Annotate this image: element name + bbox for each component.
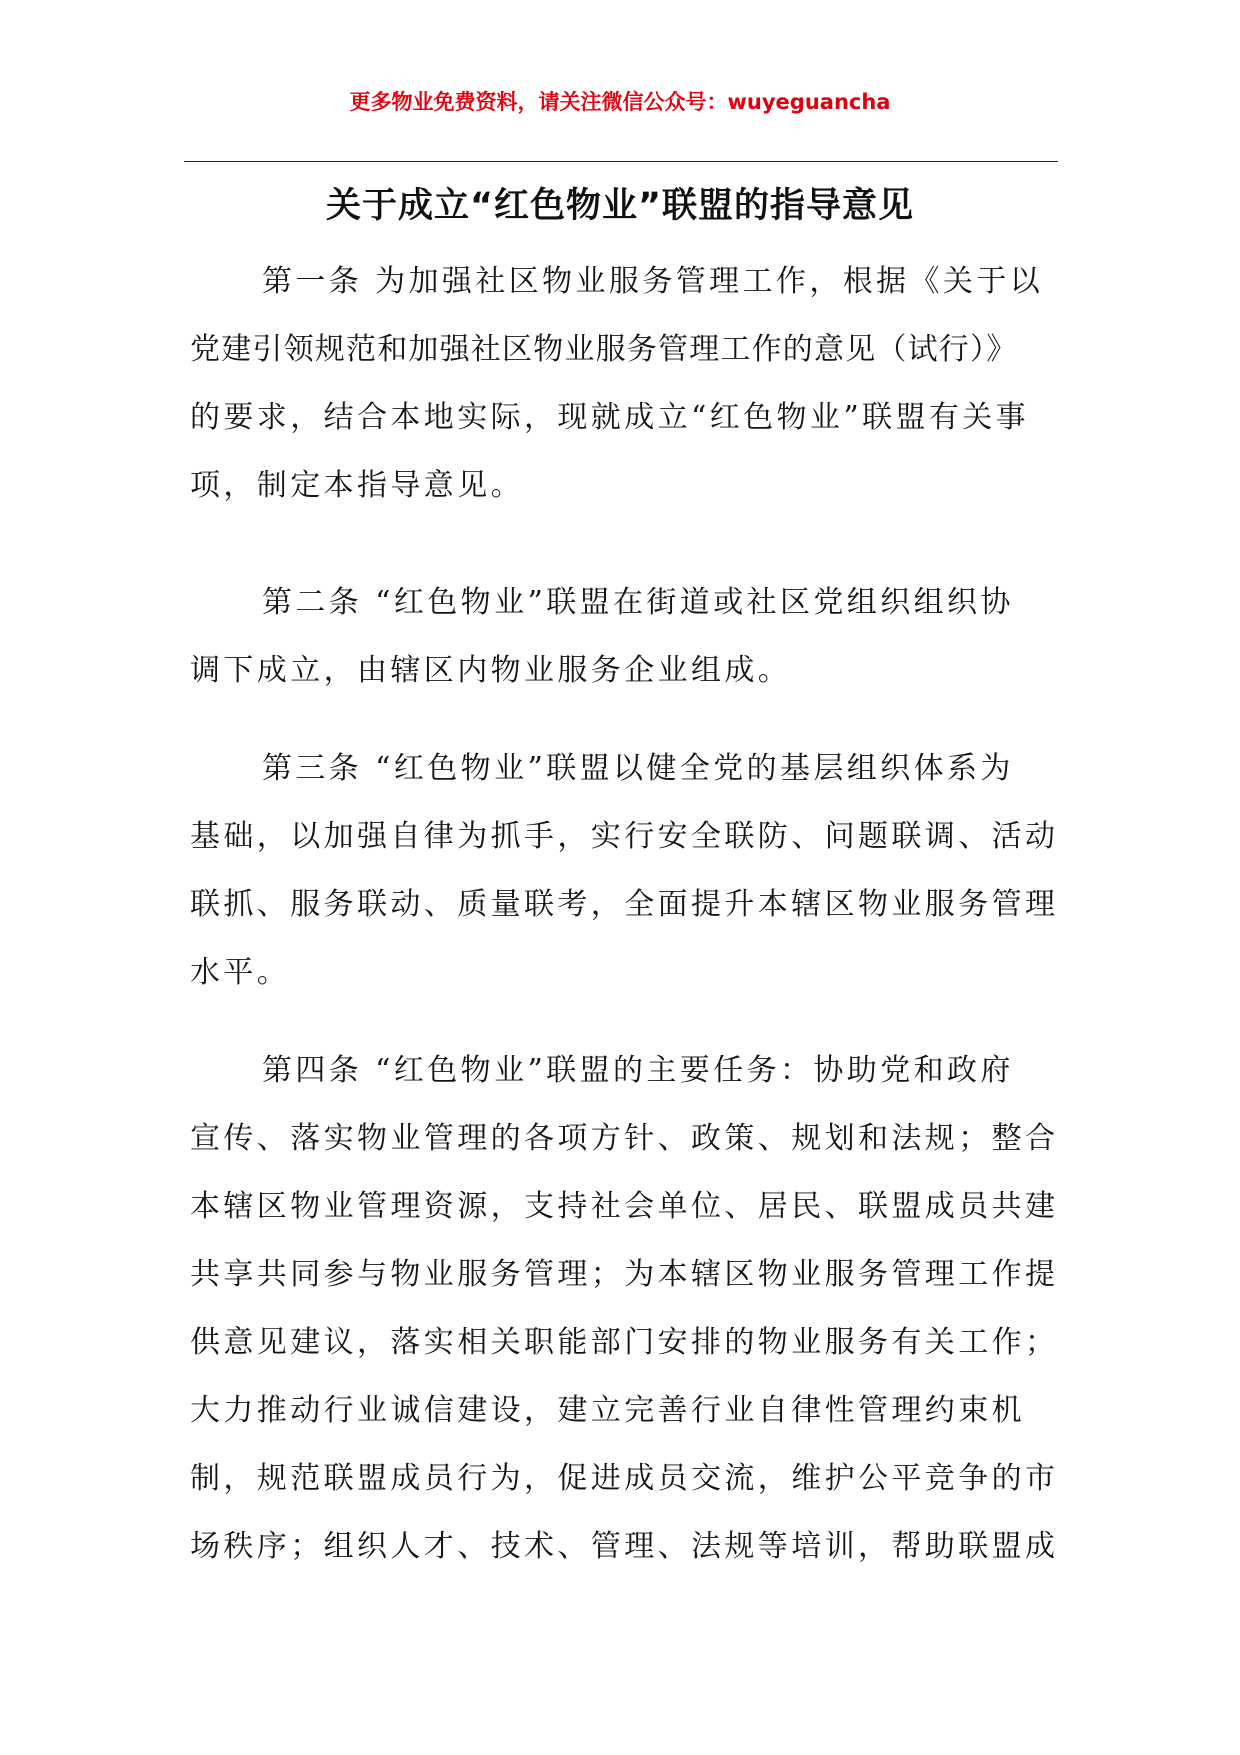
article-3-line-3: 联抓、服务联动、质量联考，全面提升本辖区物业服务管理 xyxy=(190,887,1059,922)
article-4-line-6: 大力推动行业诚信建设，建立完善行业自律性管理约束机 xyxy=(190,1393,1025,1428)
article-1-line-4: 项，制定本指导意见。 xyxy=(190,468,524,503)
header-note: 更多物业免费资料，请关注微信公众号：wuyeguancha xyxy=(349,90,891,114)
article-1-line-3: 的要求，结合本地实际，现就成立“红色物业”联盟有关事 xyxy=(190,400,1030,435)
article-4-line-7: 制，规范联盟成员行为，促进成员交流，维护公平竞争的市 xyxy=(190,1461,1059,1496)
article-4-line-2: 宣传、落实物业管理的各项方针、政策、规划和法规；整合 xyxy=(190,1121,1059,1156)
article-2-line-2: 调下成立，由辖区内物业服务企业组成。 xyxy=(190,653,792,688)
article-4-line-1: 第四条 “红色物业”联盟的主要任务：协助党和政府 xyxy=(262,1053,1014,1088)
article-3-line-4: 水平。 xyxy=(190,955,291,990)
article-1-line-1: 第一条 为加强社区物业服务管理工作，根据《关于以 xyxy=(262,264,1044,299)
article-2-line-1: 第二条 “红色物业”联盟在街道或社区党组织组织协 xyxy=(262,585,1014,620)
article-1-line-2: 党建引领规范和加强社区物业服务管理工作的意见（试行）》 xyxy=(190,332,1018,367)
document-title: 关于成立“红色物业”联盟的指导意见 xyxy=(325,186,914,226)
article-4-line-3: 本辖区物业管理资源，支持社会单位、居民、联盟成员共建 xyxy=(190,1189,1059,1224)
article-4-line-5: 供意见建议，落实相关职能部门安排的物业服务有关工作； xyxy=(190,1325,1059,1360)
article-3-line-2: 基础，以加强自律为抓手，实行安全联防、问题联调、活动 xyxy=(190,819,1059,854)
article-4-line-4: 共享共同参与物业服务管理；为本辖区物业服务管理工作提 xyxy=(190,1257,1059,1292)
header-divider xyxy=(184,161,1058,162)
article-4-line-8: 场秩序；组织人才、技术、管理、法规等培训，帮助联盟成 xyxy=(190,1529,1059,1564)
article-3-line-1: 第三条 “红色物业”联盟以健全党的基层组织体系为 xyxy=(262,751,1014,786)
